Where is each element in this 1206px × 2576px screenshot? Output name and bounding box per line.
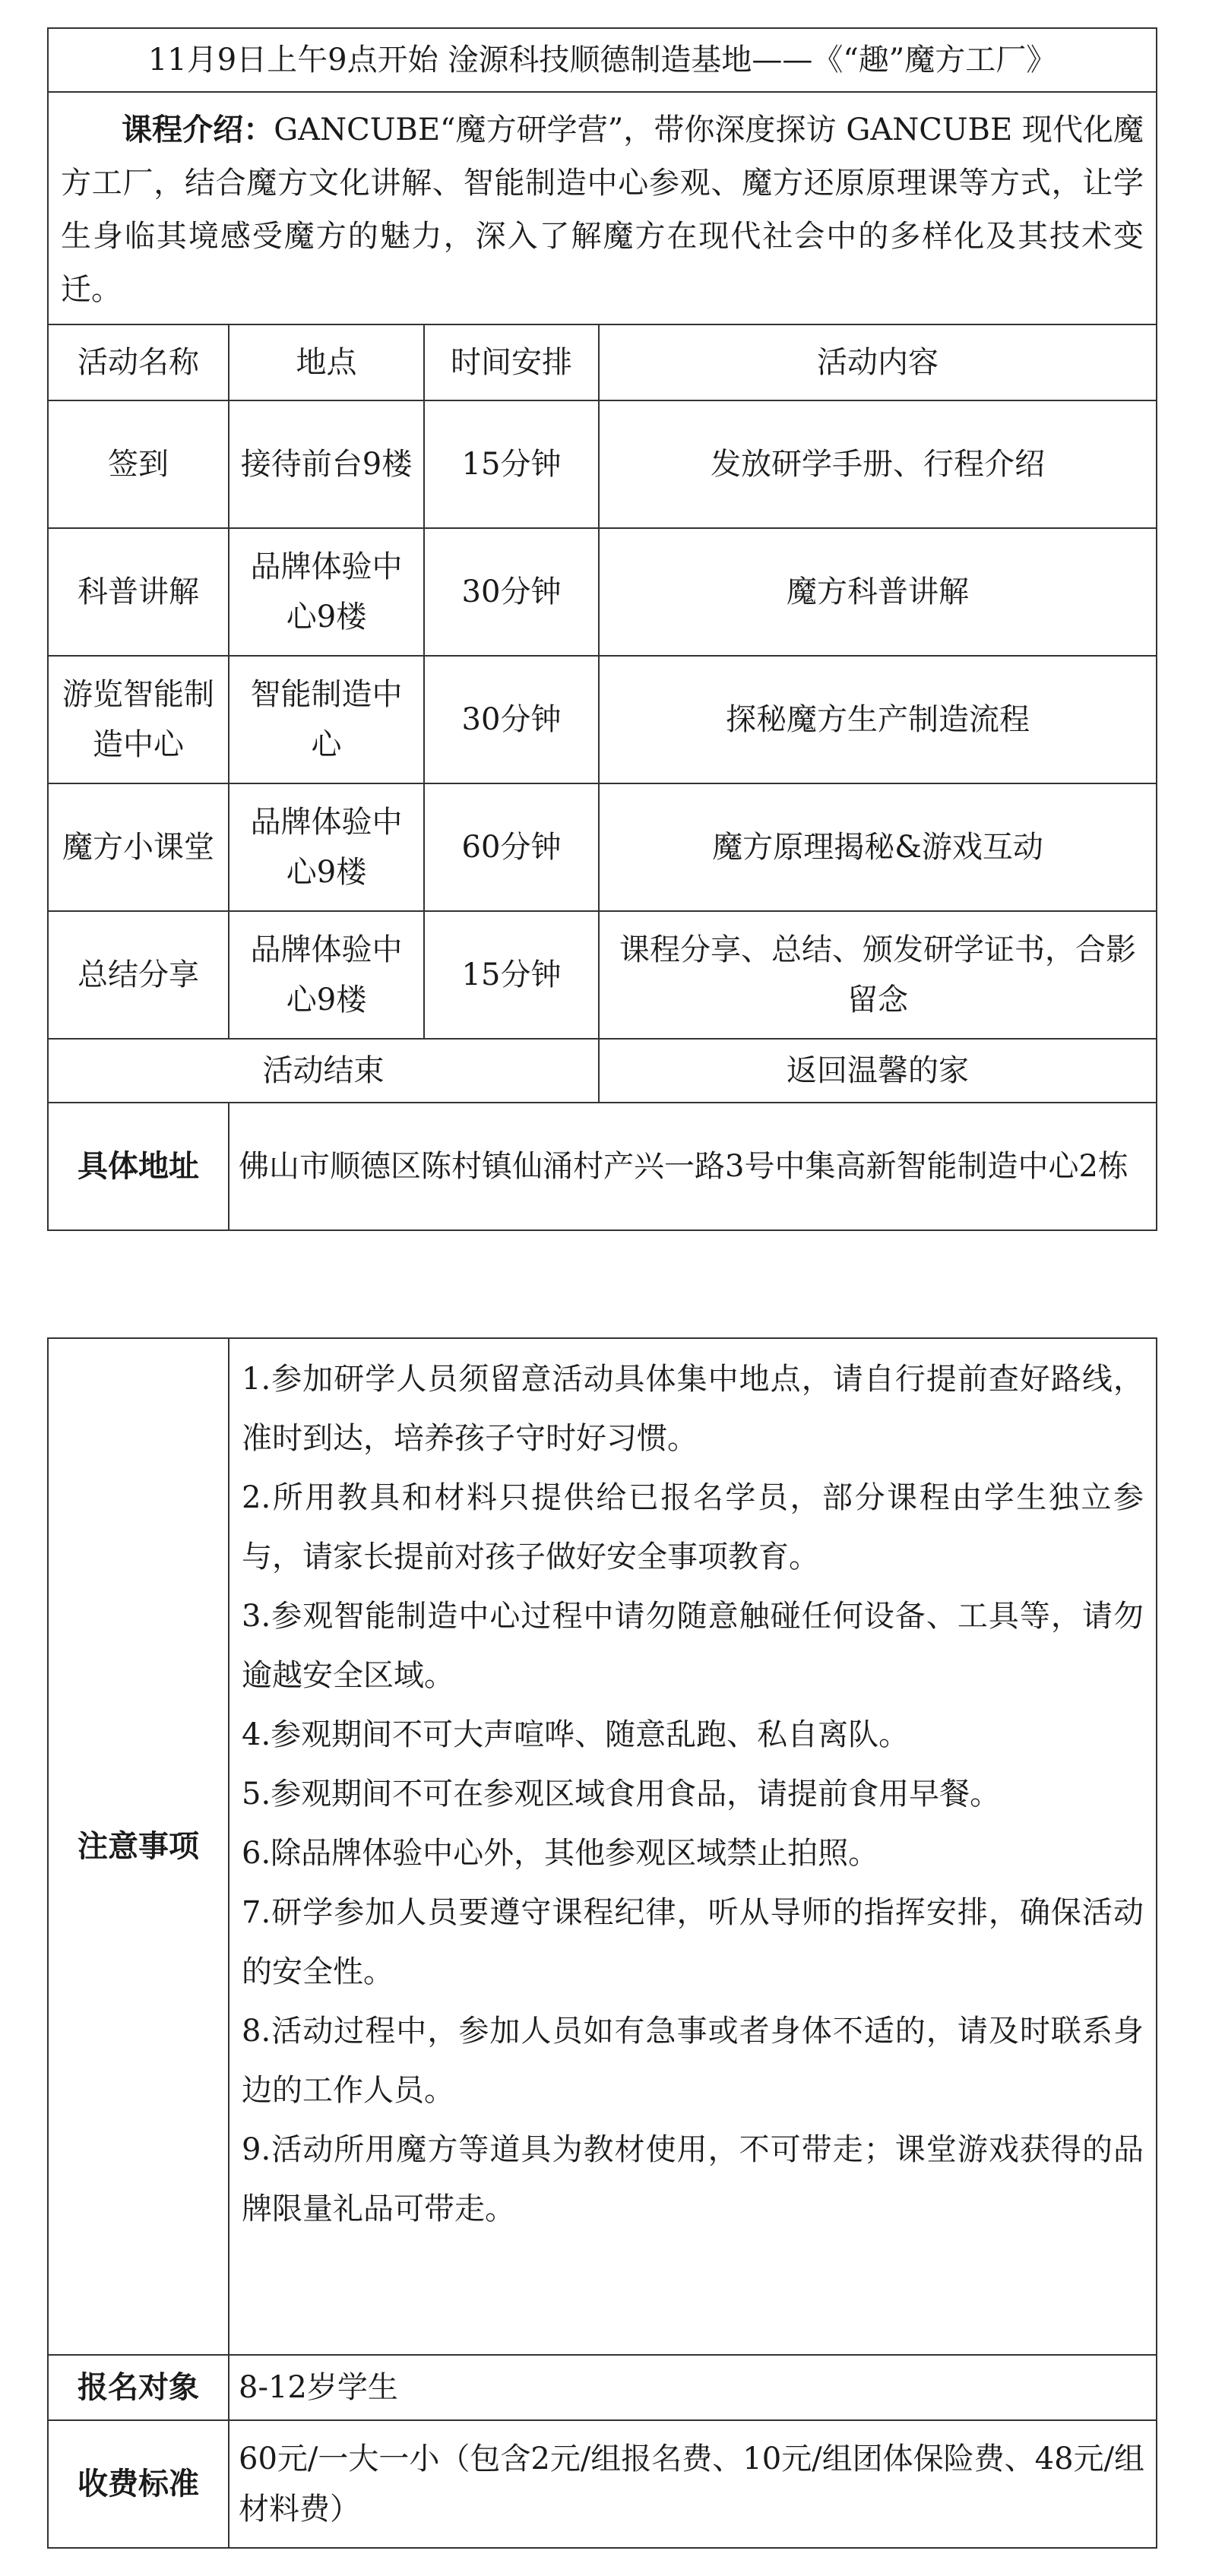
address-row	[48, 1103, 1157, 1230]
table-row	[48, 783, 1157, 911]
activity-place: 品牌体验中心9楼	[229, 528, 424, 656]
activity-place: 品牌体验中心9楼	[229, 911, 424, 1039]
intro-label: 课程介绍：	[122, 112, 274, 147]
activity-time: 30分钟	[424, 528, 599, 656]
activity-end-label: 活动结束	[48, 1039, 599, 1103]
notes-table	[47, 1337, 1157, 2549]
activity-time: 30分钟	[424, 656, 599, 783]
audience-value: 8-12岁学生	[229, 2355, 1157, 2420]
note-item: 2.所用教具和材料只提供给已报名学员，部分课程由学生独立参与，请家长提前对孩子做好安全事项教育。	[242, 1480, 1144, 1574]
activity-content: 魔方科普讲解	[599, 528, 1157, 656]
audience-label: 报名对象	[48, 2355, 229, 2420]
fee-value: 60元/一大一小（包含2元/组报名费、10元/组团体保险费、48元/组材料费）	[229, 2420, 1157, 2548]
header-row	[48, 324, 1157, 400]
note-item: 6.除品牌体验中心外，其他参观区域禁止拍照。	[242, 1836, 879, 1871]
activity-content: 魔方原理揭秘&游戏互动	[599, 783, 1157, 911]
notes-list	[229, 1338, 1157, 2355]
header-cell: 地点	[229, 324, 424, 400]
activity-content: 发放研学手册、行程介绍	[599, 400, 1157, 528]
table-row	[48, 656, 1157, 783]
table-row	[48, 528, 1157, 656]
activity-name: 总结分享	[48, 911, 229, 1039]
activity-place: 智能制造中心	[229, 656, 424, 783]
activity-name: 魔方小课堂	[48, 783, 229, 911]
activity-name: 签到	[48, 400, 229, 528]
address-label: 具体地址	[48, 1103, 229, 1230]
fee-label: 收费标准	[48, 2420, 229, 2548]
fee-row	[48, 2420, 1157, 2548]
header-cell: 时间安排	[424, 324, 599, 400]
activity-end-content: 返回温馨的家	[599, 1039, 1157, 1103]
activity-content: 课程分享、总结、颁发研学证书，合影留念	[599, 911, 1157, 1039]
intro-row	[48, 92, 1157, 324]
table-row	[48, 400, 1157, 528]
activity-name: 游览智能制造中心	[48, 656, 229, 783]
note-item: 7.研学参加人员要遵守课程纪律，听从导师的指挥安排，确保活动的安全性。	[242, 1895, 1144, 1989]
page-title: 11月9日上午9点开始 淦源科技顺德制造基地——《“趣”魔方工厂》	[48, 28, 1157, 92]
schedule-table	[47, 27, 1157, 1231]
header-cell: 活动名称	[48, 324, 229, 400]
course-intro	[48, 92, 1157, 324]
activity-content: 探秘魔方生产制造流程	[599, 656, 1157, 783]
note-item: 4.参观期间不可大声喧哗、随意乱跑、私自离队。	[242, 1717, 910, 1752]
activity-time: 60分钟	[424, 783, 599, 911]
address-value: 佛山市顺德区陈村镇仙涌村产兴一路3号中集高新智能制造中心2栋	[229, 1103, 1157, 1230]
title-row	[48, 28, 1157, 92]
intro-text: GANCUBE“魔方研学营”，带你深度探访 GANCUBE 现代化魔方工厂，结合魔方文化讲解、智能制造中心参观、魔方还原原理课等方式，让学生身临其境感受魔方的魅力，深入了解魔方在现代社会中的多样化及其技术变迁。	[61, 112, 1144, 307]
activity-time: 15分钟	[424, 400, 599, 528]
note-item: 9.活动所用魔方等道具为教材使用，不可带走；课堂游戏获得的品牌限量礼品可带走。	[242, 2132, 1144, 2226]
activity-place: 接待前台9楼	[229, 400, 424, 528]
activity-time: 15分钟	[424, 911, 599, 1039]
audience-row	[48, 2355, 1157, 2420]
note-item: 5.参观期间不可在参观区域食用食品，请提前食用早餐。	[242, 1777, 1001, 1812]
header-cell: 活动内容	[599, 324, 1157, 400]
note-item: 3.参观智能制造中心过程中请勿随意触碰任何设备、工具等，请勿逾越安全区域。	[242, 1599, 1144, 1693]
end-row	[48, 1039, 1157, 1103]
note-item: 8.活动过程中，参加人员如有急事或者身体不适的，请及时联系身边的工作人员。	[242, 2014, 1144, 2108]
activity-name: 科普讲解	[48, 528, 229, 656]
activity-place: 品牌体验中心9楼	[229, 783, 424, 911]
note-item: 1.参加研学人员须留意活动具体集中地点，请自行提前查好路线，准时到达，培养孩子守时好习惯。	[242, 1362, 1144, 1456]
table-row	[48, 911, 1157, 1039]
notes-row	[48, 1338, 1157, 2355]
notes-label: 注意事项	[48, 1338, 229, 2355]
